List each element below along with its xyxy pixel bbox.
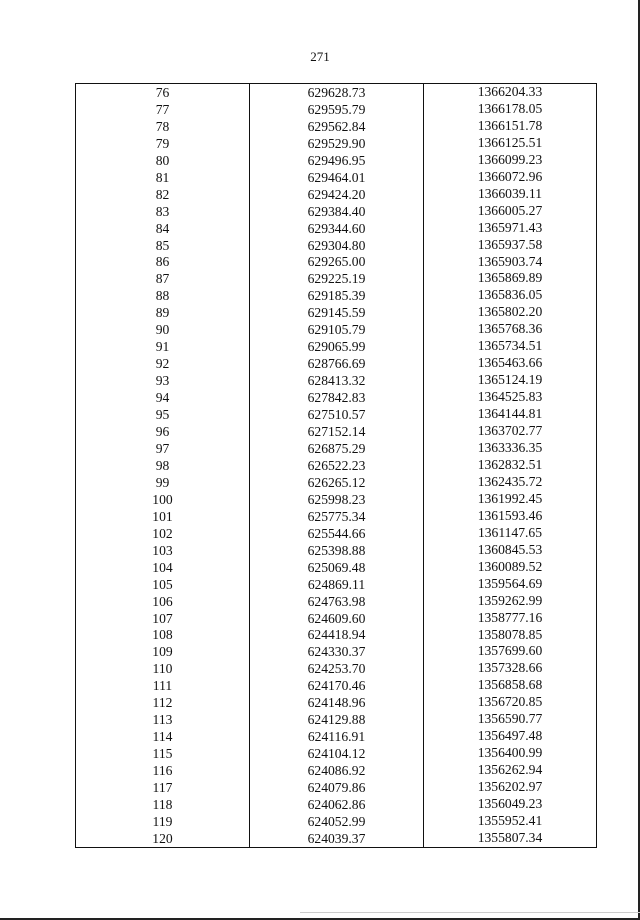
point-number-cell: 116 — [76, 762, 250, 779]
x-coordinate-cell: 624086.92 — [250, 762, 424, 779]
x-coordinate-cell: 629595.79 — [250, 101, 424, 118]
table-row — [76, 728, 597, 745]
table-row — [76, 203, 597, 220]
x-coordinate-cell: 624170.46 — [250, 677, 424, 694]
y-coordinate-cell: 1362832.51 — [424, 457, 597, 474]
x-coordinate-cell: 629628.73 — [250, 84, 424, 101]
y-coordinate-cell: 1365124.19 — [424, 372, 597, 389]
y-coordinate-cell: 1358777.16 — [424, 610, 597, 627]
x-coordinate-cell: 627842.83 — [250, 389, 424, 406]
point-number-cell: 84 — [76, 220, 250, 237]
point-number-cell: 86 — [76, 254, 250, 271]
point-number-cell: 98 — [76, 457, 250, 474]
y-coordinate-cell: 1359564.69 — [424, 576, 597, 593]
point-number-cell: 97 — [76, 440, 250, 457]
table-row — [76, 355, 597, 372]
table-row — [76, 118, 597, 135]
point-number-cell: 113 — [76, 711, 250, 728]
table-row — [76, 643, 597, 660]
table-row — [76, 372, 597, 389]
table-row — [76, 254, 597, 271]
x-coordinate-cell: 624869.11 — [250, 576, 424, 593]
x-coordinate-cell: 629464.01 — [250, 169, 424, 186]
point-number-cell: 105 — [76, 576, 250, 593]
y-coordinate-cell: 1356858.68 — [424, 677, 597, 694]
scan-edge-line — [300, 912, 640, 913]
y-coordinate-cell: 1355952.41 — [424, 813, 597, 830]
table-row — [76, 796, 597, 813]
x-coordinate-cell: 624763.98 — [250, 593, 424, 610]
y-coordinate-cell: 1362435.72 — [424, 474, 597, 491]
table-row — [76, 101, 597, 118]
x-coordinate-cell: 624418.94 — [250, 627, 424, 644]
y-coordinate-cell: 1365768.36 — [424, 321, 597, 338]
x-coordinate-cell: 624104.12 — [250, 745, 424, 762]
table-row — [76, 440, 597, 457]
x-coordinate-cell: 624052.99 — [250, 813, 424, 830]
table-row — [76, 576, 597, 593]
y-coordinate-cell: 1356262.94 — [424, 762, 597, 779]
table-row — [76, 745, 597, 762]
table-row — [76, 660, 597, 677]
y-coordinate-cell: 1366204.33 — [424, 84, 597, 101]
y-coordinate-cell: 1358078.85 — [424, 627, 597, 644]
y-coordinate-cell: 1365971.43 — [424, 220, 597, 237]
y-coordinate-cell: 1356400.99 — [424, 745, 597, 762]
table-row — [76, 270, 597, 287]
x-coordinate-cell: 624330.37 — [250, 643, 424, 660]
point-number-cell: 80 — [76, 152, 250, 169]
table-row — [76, 491, 597, 508]
table-row — [76, 830, 597, 847]
table-row — [76, 389, 597, 406]
x-coordinate-cell: 624062.86 — [250, 796, 424, 813]
x-coordinate-cell: 629065.99 — [250, 338, 424, 355]
coordinate-table — [75, 83, 597, 848]
x-coordinate-cell: 629145.59 — [250, 304, 424, 321]
point-number-cell: 85 — [76, 237, 250, 254]
point-number-cell: 120 — [76, 830, 250, 847]
table-row — [76, 677, 597, 694]
point-number-cell: 114 — [76, 728, 250, 745]
point-number-cell: 117 — [76, 779, 250, 796]
x-coordinate-cell: 624609.60 — [250, 610, 424, 627]
y-coordinate-cell: 1363702.77 — [424, 423, 597, 440]
x-coordinate-cell: 627152.14 — [250, 423, 424, 440]
y-coordinate-cell: 1366151.78 — [424, 118, 597, 135]
point-number-cell: 107 — [76, 610, 250, 627]
point-number-cell: 108 — [76, 627, 250, 644]
point-number-cell: 110 — [76, 660, 250, 677]
y-coordinate-cell: 1364144.81 — [424, 406, 597, 423]
x-coordinate-cell: 624253.70 — [250, 660, 424, 677]
point-number-cell: 104 — [76, 559, 250, 576]
table-row — [76, 457, 597, 474]
y-coordinate-cell: 1357328.66 — [424, 660, 597, 677]
table-row — [76, 474, 597, 491]
y-coordinate-cell: 1356720.85 — [424, 694, 597, 711]
point-number-cell: 78 — [76, 118, 250, 135]
point-number-cell: 106 — [76, 593, 250, 610]
y-coordinate-cell: 1357699.60 — [424, 643, 597, 660]
table-row — [76, 220, 597, 237]
point-number-cell: 91 — [76, 338, 250, 355]
point-number-cell: 87 — [76, 270, 250, 287]
point-number-cell: 89 — [76, 304, 250, 321]
table-row — [76, 169, 597, 186]
y-coordinate-cell: 1364525.83 — [424, 389, 597, 406]
table-row — [76, 525, 597, 542]
point-number-cell: 76 — [76, 84, 250, 101]
table-row — [76, 711, 597, 728]
y-coordinate-cell: 1366178.05 — [424, 101, 597, 118]
y-coordinate-cell: 1365836.05 — [424, 287, 597, 304]
y-coordinate-cell: 1365463.66 — [424, 355, 597, 372]
point-number-cell: 96 — [76, 423, 250, 440]
point-number-cell: 102 — [76, 525, 250, 542]
table-row — [76, 135, 597, 152]
point-number-cell: 92 — [76, 355, 250, 372]
x-coordinate-cell: 624116.91 — [250, 728, 424, 745]
x-coordinate-cell: 626522.23 — [250, 457, 424, 474]
point-number-cell: 99 — [76, 474, 250, 491]
table-row — [76, 779, 597, 796]
y-coordinate-cell: 1365937.58 — [424, 237, 597, 254]
x-coordinate-cell: 624039.37 — [250, 830, 424, 847]
y-coordinate-cell: 1356590.77 — [424, 711, 597, 728]
table-row — [76, 508, 597, 525]
table-row — [76, 304, 597, 321]
point-number-cell: 77 — [76, 101, 250, 118]
point-number-cell: 95 — [76, 406, 250, 423]
x-coordinate-cell: 629384.40 — [250, 203, 424, 220]
table-row — [76, 762, 597, 779]
x-coordinate-cell: 629424.20 — [250, 186, 424, 203]
table-row — [76, 559, 597, 576]
y-coordinate-cell: 1361593.46 — [424, 508, 597, 525]
table-row — [76, 186, 597, 203]
point-number-cell: 101 — [76, 508, 250, 525]
y-coordinate-cell: 1365734.51 — [424, 338, 597, 355]
x-coordinate-cell: 626265.12 — [250, 474, 424, 491]
table-row — [76, 84, 597, 101]
point-number-cell: 79 — [76, 135, 250, 152]
point-number-cell: 81 — [76, 169, 250, 186]
x-coordinate-cell: 624129.88 — [250, 711, 424, 728]
x-coordinate-cell: 628413.32 — [250, 372, 424, 389]
y-coordinate-cell: 1366125.51 — [424, 135, 597, 152]
y-coordinate-cell: 1366039.11 — [424, 186, 597, 203]
point-number-cell: 119 — [76, 813, 250, 830]
y-coordinate-cell: 1366005.27 — [424, 203, 597, 220]
point-number-cell: 94 — [76, 389, 250, 406]
y-coordinate-cell: 1356202.97 — [424, 779, 597, 796]
x-coordinate-cell: 625398.88 — [250, 542, 424, 559]
point-number-cell: 83 — [76, 203, 250, 220]
y-coordinate-cell: 1361992.45 — [424, 491, 597, 508]
y-coordinate-cell: 1365802.20 — [424, 304, 597, 321]
x-coordinate-cell: 629344.60 — [250, 220, 424, 237]
table-row — [76, 813, 597, 830]
x-coordinate-cell: 629304.80 — [250, 237, 424, 254]
point-number-cell: 115 — [76, 745, 250, 762]
x-coordinate-cell: 625544.66 — [250, 525, 424, 542]
point-number-cell: 118 — [76, 796, 250, 813]
x-coordinate-cell: 625069.48 — [250, 559, 424, 576]
x-coordinate-cell: 628766.69 — [250, 355, 424, 372]
x-coordinate-cell: 624148.96 — [250, 694, 424, 711]
x-coordinate-cell: 625775.34 — [250, 508, 424, 525]
x-coordinate-cell: 629496.95 — [250, 152, 424, 169]
table-row — [76, 423, 597, 440]
x-coordinate-cell: 629562.84 — [250, 118, 424, 135]
table-row — [76, 593, 597, 610]
coordinate-table-body — [76, 84, 597, 848]
point-number-cell: 103 — [76, 542, 250, 559]
point-number-cell: 112 — [76, 694, 250, 711]
table-row — [76, 627, 597, 644]
point-number-cell: 100 — [76, 491, 250, 508]
point-number-cell: 111 — [76, 677, 250, 694]
x-coordinate-cell: 629529.90 — [250, 135, 424, 152]
table-row — [76, 152, 597, 169]
table-row — [76, 321, 597, 338]
x-coordinate-cell: 626875.29 — [250, 440, 424, 457]
x-coordinate-cell: 624079.86 — [250, 779, 424, 796]
table-row — [76, 338, 597, 355]
point-number-cell: 90 — [76, 321, 250, 338]
x-coordinate-cell: 629265.00 — [250, 254, 424, 271]
table-row — [76, 406, 597, 423]
x-coordinate-cell: 629185.39 — [250, 287, 424, 304]
table-row — [76, 237, 597, 254]
y-coordinate-cell: 1356049.23 — [424, 796, 597, 813]
y-coordinate-cell: 1365869.89 — [424, 270, 597, 287]
point-number-cell: 82 — [76, 186, 250, 203]
y-coordinate-cell: 1365903.74 — [424, 254, 597, 271]
x-coordinate-cell: 629225.19 — [250, 270, 424, 287]
table-row — [76, 694, 597, 711]
y-coordinate-cell: 1356497.48 — [424, 728, 597, 745]
y-coordinate-cell: 1366099.23 — [424, 152, 597, 169]
x-coordinate-cell: 629105.79 — [250, 321, 424, 338]
table-row — [76, 610, 597, 627]
page-number: 271 — [310, 49, 330, 64]
y-coordinate-cell: 1360845.53 — [424, 542, 597, 559]
point-number-cell: 88 — [76, 287, 250, 304]
y-coordinate-cell: 1361147.65 — [424, 525, 597, 542]
x-coordinate-cell: 625998.23 — [250, 491, 424, 508]
y-coordinate-cell: 1359262.99 — [424, 593, 597, 610]
table-row — [76, 287, 597, 304]
y-coordinate-cell: 1360089.52 — [424, 559, 597, 576]
table-row — [76, 542, 597, 559]
y-coordinate-cell: 1366072.96 — [424, 169, 597, 186]
x-coordinate-cell: 627510.57 — [250, 406, 424, 423]
y-coordinate-cell: 1363336.35 — [424, 440, 597, 457]
y-coordinate-cell: 1355807.34 — [424, 830, 597, 847]
point-number-cell: 93 — [76, 372, 250, 389]
point-number-cell: 109 — [76, 643, 250, 660]
